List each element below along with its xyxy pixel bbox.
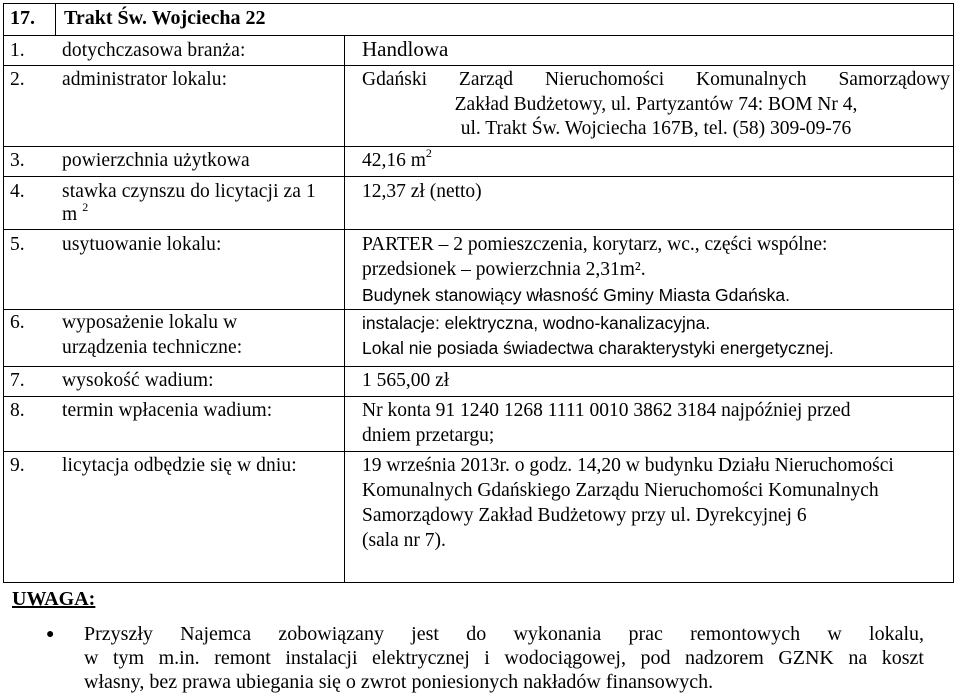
row-divider — [3, 396, 954, 397]
row-number: 8. — [10, 400, 25, 421]
row-value: Budynek stanowiący własność Gminy Miasta Gdańska. — [362, 285, 790, 305]
note-text: w tym m.in. remont instalacji elektrycznej i wodociągowej, pod nadzorem GZNK na koszt — [84, 647, 924, 669]
note-line — [84, 646, 924, 670]
row-value: Handlowa — [362, 37, 449, 61]
row-divider — [3, 35, 954, 36]
table-border-bottom — [3, 582, 954, 583]
superscript: 2 — [425, 146, 432, 160]
row-label: stawka czynszu do licytacji za 1 — [62, 181, 316, 202]
area-value: 42,16 m — [362, 150, 426, 171]
row-value: przedsionek – powierzchnia 2,31m². — [362, 259, 646, 280]
row-divider — [3, 366, 954, 367]
row-label: licytacja odbędzie się w dniu: — [62, 455, 297, 476]
row-value — [362, 69, 950, 91]
row-value: (sala nr 7). — [362, 530, 446, 551]
row-value: 19 września 2013r. o godz. 14,20 w budynku Działu Nieruchomości — [362, 455, 894, 476]
row-value: Zakład Budżetowy, ul. Partyzantów 74: BOM Nr 4, — [454, 94, 858, 115]
table-border-right — [953, 3, 954, 583]
row-number: 7. — [10, 370, 25, 391]
row-label: powierzchnia użytkowa — [62, 150, 250, 171]
row-value: dniem przetargu; — [362, 425, 495, 446]
superscript: 2 — [82, 200, 89, 214]
row-number: 1. — [10, 40, 25, 61]
row-label: administrator lokalu: — [62, 69, 228, 90]
row-number: 5. — [10, 234, 25, 255]
row-label: dotychczasowa branża: — [62, 40, 246, 61]
row-divider — [3, 146, 954, 147]
row-label: termin wpłacenia wadium: — [62, 400, 273, 421]
table-border-left — [3, 3, 4, 583]
row-divider — [3, 229, 954, 230]
row-value: 1 565,00 zł — [362, 370, 450, 391]
row-value: Nr konta 91 1240 1268 1111 0010 3862 3184 najpóźniej przed — [362, 400, 851, 421]
row-divider — [3, 176, 954, 177]
row-divider — [3, 451, 954, 452]
row-label — [62, 200, 89, 227]
row-value: Lokal nie posiada świadectwa charakterystyki energetycznej. — [362, 338, 834, 358]
row-label: usytuowanie lokalu: — [62, 234, 222, 255]
row-number: 2. — [10, 69, 25, 90]
table-border-top — [3, 3, 954, 4]
row-number: 6. — [10, 312, 25, 333]
row-value: 12,37 zł (netto) — [362, 181, 482, 202]
note-line — [84, 622, 924, 646]
row-value: Komunalnych Gdańskiego Zarządu Nieruchomości Komunalnych — [362, 480, 879, 501]
bullet-icon: ● — [46, 627, 55, 642]
row-label: wysokość wadium: — [62, 370, 214, 391]
value-line: Gdański Zarząd Nieruchomości Komunalnych Samorządowy — [362, 69, 950, 90]
row-value: instalacje: elektryczna, wodno-kanalizacyjna. — [362, 313, 711, 333]
row-value — [362, 146, 432, 173]
column-divider — [344, 35, 345, 583]
note-heading: UWAGA: — [12, 588, 96, 610]
row-value: PARTER – 2 pomieszczenia, korytarz, wc., części wspólne: — [362, 234, 828, 255]
row-label: wyposażenie lokalu w — [62, 312, 238, 333]
page-title: Trakt Św. Wojciecha 22 — [64, 7, 266, 29]
row-number: 4. — [10, 181, 25, 202]
note-text: Przyszły Najemca zobowiązany jest do wykonania prac remontowych w lokalu, — [84, 623, 924, 645]
row-divider — [3, 65, 954, 66]
header-divider — [55, 3, 56, 35]
row-value: Samorządowy Zakład Budżetowy przy ul. Dyrekcyjnej 6 — [362, 505, 807, 526]
section-number: 17. — [10, 7, 35, 29]
row-divider — [3, 309, 954, 310]
label-text: m — [62, 204, 78, 225]
note-line: własny, bez prawa ubiegania się o zwrot poniesionych nakładów finansowych. — [84, 671, 714, 693]
row-number: 9. — [10, 455, 25, 476]
row-value: ul. Trakt Św. Wojciecha 167B, tel. (58) 309-09-76 — [460, 118, 852, 139]
row-number: 3. — [10, 150, 25, 171]
row-label: urządzenia techniczne: — [62, 337, 243, 358]
